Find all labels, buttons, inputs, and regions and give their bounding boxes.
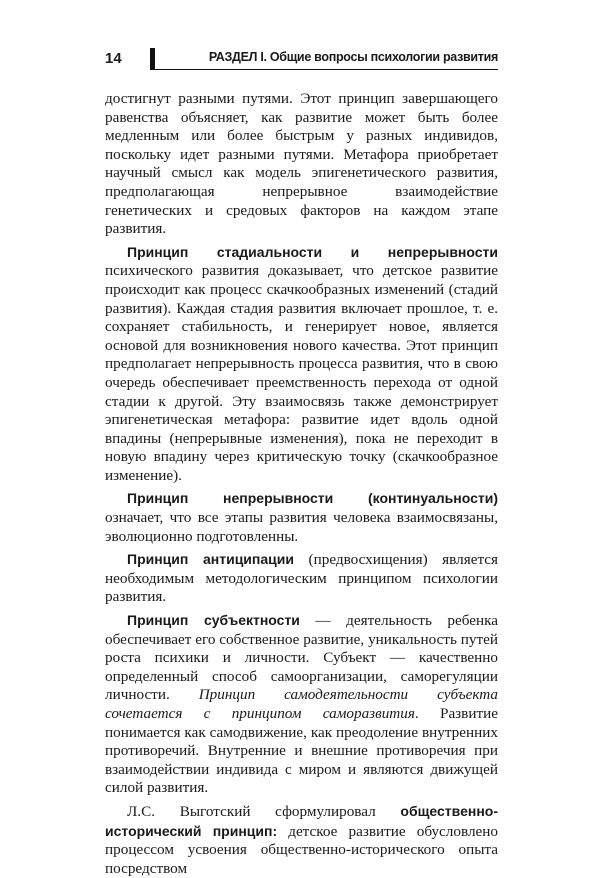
body-text (105, 90, 498, 878)
running-head: РАЗДЕЛ I. Общие вопросы психологии развития (208, 50, 498, 64)
paragraph-text: — деятельность ребенка обеспечивает его собственное развитие, уникальность путей роста психики и личности. Субъект — качественно определенный способ самоорганизации, саморегуляции личности. (105, 612, 498, 704)
paragraph-vygotsky (105, 802, 498, 878)
paragraph-text: означает, что все этапы развития человека взаимосвязаны, эволюционно подготовленны. (105, 509, 498, 545)
paragraph-stage-continuity (105, 243, 498, 486)
term-socio-historical: общественно-исторический принцип: (105, 802, 498, 839)
paragraph-anticipation (105, 550, 498, 607)
paragraph-subjectness (105, 611, 498, 798)
paragraph-continuation (105, 90, 498, 239)
header-rule (150, 69, 498, 70)
paragraph-text-after: . Развитие понимается как самодвижение, как преодоление внутренних противоречий. Внутренние и внешние противоречия при взаимодействии индивида с миром и являются движущей силой развития. (105, 705, 498, 797)
header-bar (150, 48, 155, 70)
paragraph-text: психического развития доказывает, что детское развитие происходит как процесс скачкообразных изменений (стадий развития). Каждая стадия развития включает прошлое, т. е. сохраняет стабильность, и генерирует новое, является основой для возникновения нового качества. Этот принцип предполагает непрерывность процесса развития, что в свою очередь обеспечивает преемственность перехода от одной стадии к другой. Эту взаимосвязь также демонстрирует эпигенетическая метафора: развитие идет вдоль одной впадины (непрерывные изменения), пока не переходит в новую впадину через критическую точку (скачкообразное изменение). (105, 262, 498, 484)
term-continuity: Принцип непрерывности (континуальности) (127, 490, 498, 507)
page-number: 14 (105, 50, 122, 67)
paragraph-text: достигнут разными путями. Этот принцип завершающего равенства объясняет, как развитие может быть более медленным или более быстрым у разных индивидов, поскольку идет разными путями. Метафора приобретает научный смысл как модель эпигенетического развития, предполагающая непрерывное взаимодействие генетических и средовых факторов на каждом этапе развития. (105, 90, 498, 238)
term-subjectness: Принцип субъектности (127, 612, 300, 629)
term-anticipation: Принцип антиципации (127, 551, 294, 568)
paragraph-text: (предвосхищения) является необходимым методологическим принципом психологии развития. (105, 551, 498, 606)
term-stage-continuity: Принцип стадиальности и непрерывности (127, 243, 498, 260)
paragraph-continuity (105, 489, 498, 546)
paragraph-text: детское развитие обусловлено процессом усвоения общественно-исторического опыта посредством (105, 822, 498, 877)
italic-emphasis: Принцип самодеятельности субъекта сочетается с принципом саморазвития (105, 686, 499, 722)
paragraph-lead: Л.С. Выготский сформулировал (127, 802, 401, 820)
